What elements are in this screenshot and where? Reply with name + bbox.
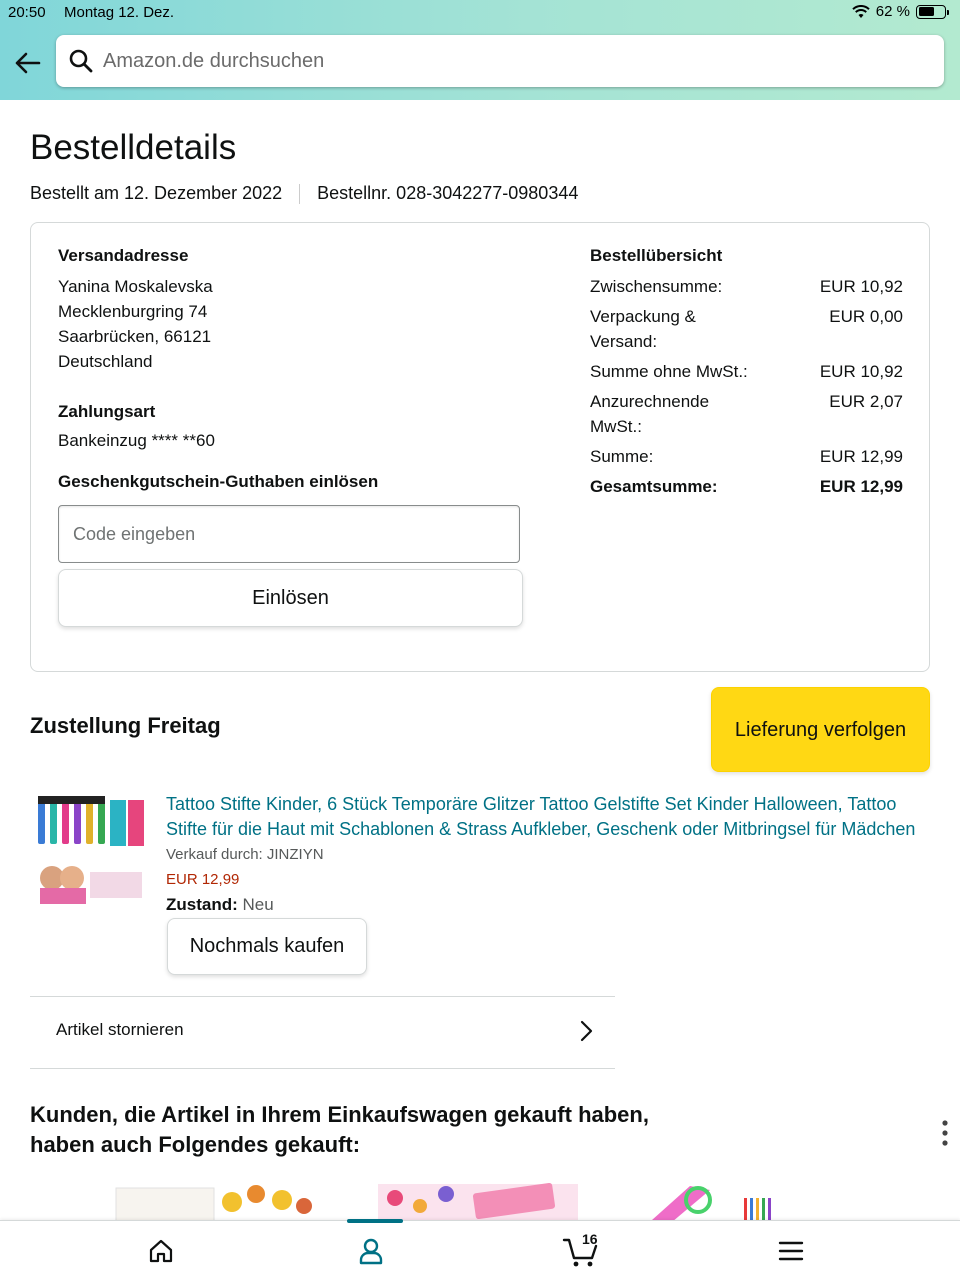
payment-method: Bankeinzug **** **60 xyxy=(58,431,215,450)
address-line: Deutschland xyxy=(58,352,153,371)
condition-value: Neu xyxy=(242,895,274,914)
shipping-address xyxy=(58,274,213,374)
recommended-product-image[interactable] xyxy=(116,1185,312,1222)
summary-value: EUR 0,00 xyxy=(829,307,903,326)
product-price: EUR 12,99 xyxy=(166,871,240,888)
summary-value: EUR 10,92 xyxy=(819,362,903,381)
cancel-item-row[interactable] xyxy=(30,997,615,1068)
recommended-product-image[interactable] xyxy=(652,1186,771,1222)
search-input[interactable] xyxy=(103,50,903,73)
order-details-card xyxy=(30,222,930,672)
search-icon xyxy=(68,48,94,74)
bottom-navigation xyxy=(0,1220,960,1280)
summary-total-value: EUR 12,99 xyxy=(819,477,903,496)
page-title: Bestelldetails xyxy=(30,128,237,167)
summary-value: EUR 12,99 xyxy=(819,447,903,466)
summary-value: EUR 10,92 xyxy=(819,277,903,296)
order-date: Bestellt am 12. Dezember 2022 xyxy=(30,183,283,203)
back-arrow-icon[interactable] xyxy=(12,48,44,78)
meta-divider xyxy=(299,184,300,204)
status-date: Montag 12. Dez. xyxy=(64,4,175,21)
summary-row xyxy=(590,274,903,299)
summary-label: Summe ohne MwSt.: xyxy=(590,362,748,381)
order-summary xyxy=(590,274,903,504)
summary-label: Anzurechnende MwSt.: xyxy=(590,392,710,436)
address-line: Saarbrücken, 66121 xyxy=(58,327,212,346)
menu-icon xyxy=(778,1240,804,1262)
address-line: Yanina Moskalevska xyxy=(58,277,213,296)
summary-row xyxy=(590,444,903,469)
status-bar xyxy=(0,0,960,26)
product-condition xyxy=(166,895,274,915)
summary-total-row xyxy=(590,474,903,499)
status-time: 20:50 xyxy=(8,4,46,21)
payment-heading: Zahlungsart xyxy=(58,402,156,421)
summary-value: EUR 2,07 xyxy=(829,392,903,411)
nav-account[interactable] xyxy=(341,1231,401,1271)
summary-label: Verpackung & Versand: xyxy=(590,307,696,351)
more-options-icon[interactable] xyxy=(940,1118,950,1148)
account-icon xyxy=(358,1237,384,1265)
product-image[interactable] xyxy=(34,792,148,906)
search-bar[interactable] xyxy=(56,35,944,87)
cancel-item-label: Artikel stornieren xyxy=(56,1020,184,1039)
recommended-product-image[interactable] xyxy=(378,1183,578,1222)
summary-label: Summe: xyxy=(590,447,654,466)
battery-fill xyxy=(919,7,935,16)
order-number: Bestellnr. 028-3042277-0980344 xyxy=(317,183,579,203)
shipping-heading: Versandadresse xyxy=(58,246,189,265)
summary-row xyxy=(590,304,903,354)
summary-row xyxy=(590,389,903,439)
delivery-title: Zustellung Freitag xyxy=(30,713,221,738)
divider xyxy=(30,1068,615,1069)
home-icon xyxy=(148,1238,174,1264)
battery-percent: 62 % xyxy=(875,3,910,20)
track-package-button[interactable]: Lieferung verfolgen xyxy=(711,687,930,772)
header xyxy=(0,0,960,100)
wifi-icon xyxy=(852,5,870,19)
battery-icon xyxy=(916,5,946,19)
chevron-right-icon xyxy=(579,1019,595,1043)
redeem-button[interactable]: Einlösen xyxy=(58,569,523,627)
buy-again-button[interactable]: Nochmals kaufen xyxy=(167,918,367,975)
condition-label: Zustand: xyxy=(166,895,238,914)
gift-card-heading: Geschenkgutschein-Guthaben einlösen xyxy=(58,472,379,491)
product-title-link[interactable]: Tattoo Stifte Kinder, 6 Stück Temporäre Glitzer Tattoo Gelstifte Set Kinder Halloween, Tattoo Stifte für die Haut mit Schablonen & Strass Aufkleber, Geschenk oder Mitbringsel für Mädchen xyxy=(166,794,916,839)
summary-row xyxy=(590,359,903,384)
nav-home[interactable] xyxy=(131,1231,191,1271)
status-indicators xyxy=(852,3,946,20)
order-meta xyxy=(30,183,578,204)
nav-menu[interactable] xyxy=(761,1231,821,1271)
cart-count-badge: 16 xyxy=(582,1231,598,1247)
gift-code-input[interactable] xyxy=(58,505,520,563)
nav-cart[interactable] xyxy=(551,1231,611,1271)
summary-heading: Bestellübersicht xyxy=(590,246,723,265)
recommendations-carousel xyxy=(0,1180,960,1222)
summary-label: Zwischensumme: xyxy=(590,277,723,296)
address-line: Mecklenburgring 74 xyxy=(58,302,208,321)
children-photo-graphic xyxy=(40,866,86,904)
recommendations-title: Kunden, die Artikel in Ihrem Einkaufswagen gekauft haben, haben auch Folgendes gekauft: xyxy=(30,1102,649,1157)
seller-info: Verkauf durch: JINZIYN xyxy=(166,846,324,863)
summary-total-label: Gesamtsumme: xyxy=(590,477,718,496)
active-tab-indicator xyxy=(347,1219,403,1223)
